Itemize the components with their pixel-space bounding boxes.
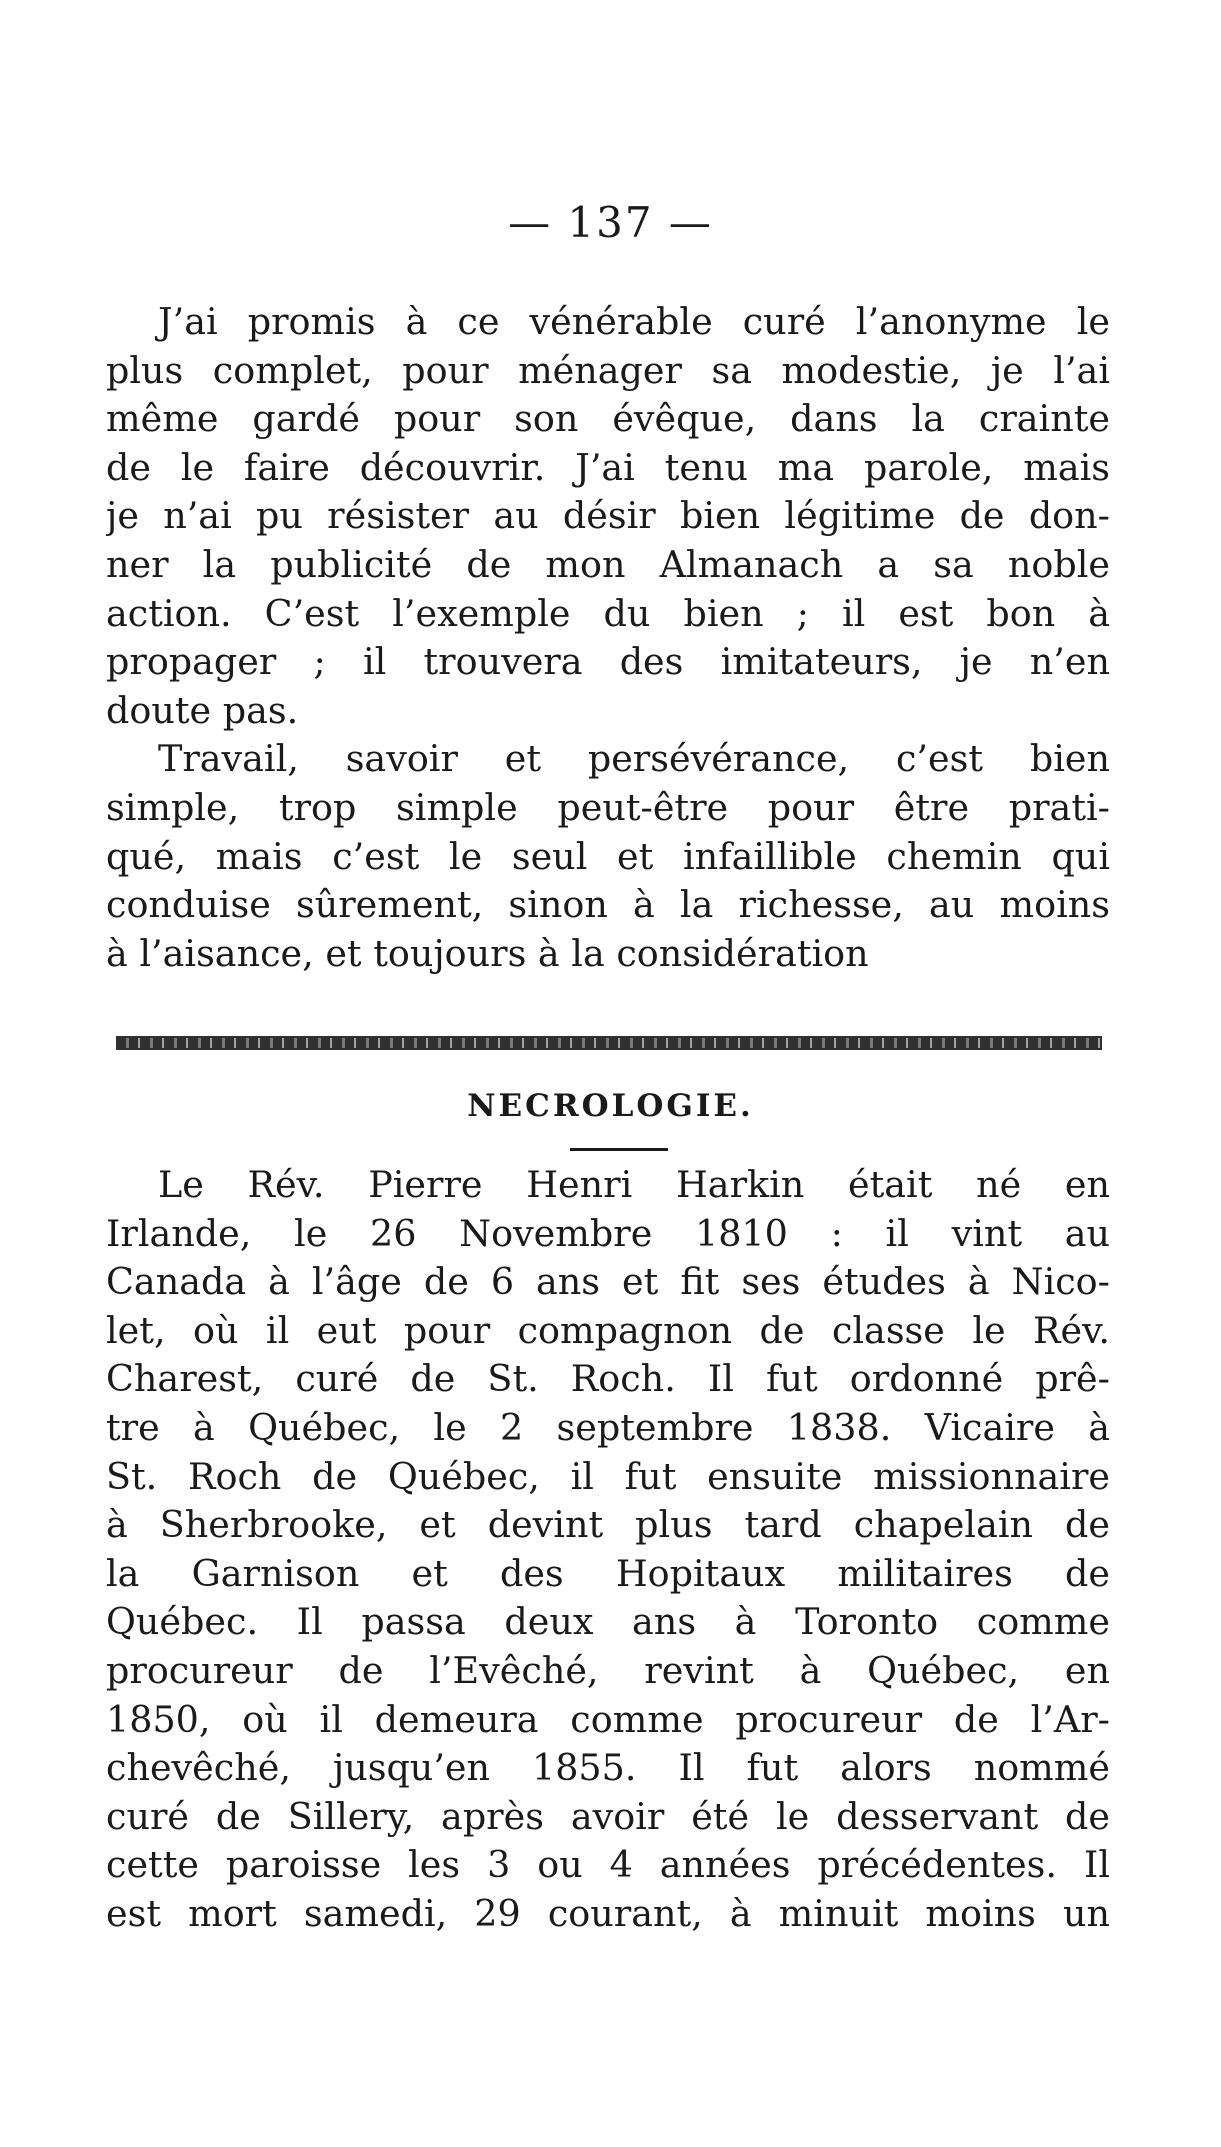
heading-underline <box>570 1148 668 1151</box>
paragraph-line: Le Rév. Pierre Henri Harkin était né en <box>158 1163 1110 1206</box>
paragraph-line: de le faire découvrir. J’ai tenu ma parole, mais <box>106 445 1110 489</box>
paragraph-line: même gardé pour son évêque, dans la crainte <box>106 397 1110 441</box>
paragraph-line: doute pas. <box>106 688 299 732</box>
paragraph-line: Canada à l’âge de 6 ans et fit ses études à Nico- <box>106 1260 1110 1304</box>
paragraph-line: la Garnison et des Hopitaux militaires de <box>106 1551 1110 1595</box>
paragraph-line: ner la publicité de mon Almanach a sa noble <box>106 542 1110 586</box>
body-text-top <box>106 298 1110 978</box>
paragraph-line: je n’ai pu résister au désir bien légitime de don- <box>106 494 1110 538</box>
paragraph-line: plus complet, pour ménager sa modestie, je l’ai <box>106 348 1110 392</box>
paragraph-line: St. Roch de Québec, il fut ensuite missionnaire <box>106 1454 1110 1498</box>
paragraph-line: action. C’est l’exemple du bien ; il est bon à <box>106 591 1110 635</box>
paragraph-line: J’ai promis à ce vénérable curé l’anonyme le <box>158 300 1110 343</box>
paragraph-line: cette paroisse les 3 ou 4 années précédentes. Il <box>106 1843 1110 1887</box>
paragraph-line: est mort samedi, 29 courant, à minuit moins un <box>106 1891 1110 1935</box>
body-text-necrology <box>106 1161 1110 1939</box>
paragraph-line: chevêché, jusqu’en 1855. Il fut alors nommé <box>106 1746 1110 1790</box>
paragraph-line: procureur de l’Evêché, revint à Québec, en <box>106 1648 1110 1692</box>
paragraph-line: qué, mais c’est le seul et infaillible chemin qui <box>106 834 1110 878</box>
paragraph-line: à Sherbrooke, et devint plus tard chapelain de <box>106 1503 1110 1547</box>
paragraph-line: curé de Sillery, après avoir été le desservant de <box>106 1794 1110 1838</box>
paragraph-line: simple, trop simple peut-être pour être prati- <box>106 785 1110 829</box>
paragraph-line: conduise sûrement, sinon à la richesse, au moins <box>106 883 1110 927</box>
paragraph-line: 1850, où il demeura comme procureur de l’Ar- <box>106 1697 1110 1741</box>
paragraph-line: propager ; il trouvera des imitateurs, je n’en <box>106 640 1110 684</box>
ornamental-divider <box>116 1036 1102 1050</box>
paragraph-line: à l’aisance, et toujours à la considération <box>106 931 869 975</box>
paragraph-line: Québec. Il passa deux ans à Toronto comme <box>106 1600 1110 1644</box>
paragraph-line: Charest, curé de St. Roch. Il fut ordonné prê- <box>106 1357 1110 1401</box>
page-number: — 137 — <box>508 198 713 247</box>
paragraph-line: Travail, savoir et persévérance, c’est bien <box>158 737 1110 781</box>
paragraph-line: let, où il eut pour compagnon de classe le Rév. <box>106 1308 1110 1352</box>
section-heading: NECROLOGIE. <box>467 1088 754 1124</box>
paragraph-line: Irlande, le 26 Novembre 1810 : il vint au <box>106 1211 1110 1255</box>
paragraph-line: tre à Québec, le 2 septembre 1838. Vicaire à <box>106 1405 1110 1449</box>
